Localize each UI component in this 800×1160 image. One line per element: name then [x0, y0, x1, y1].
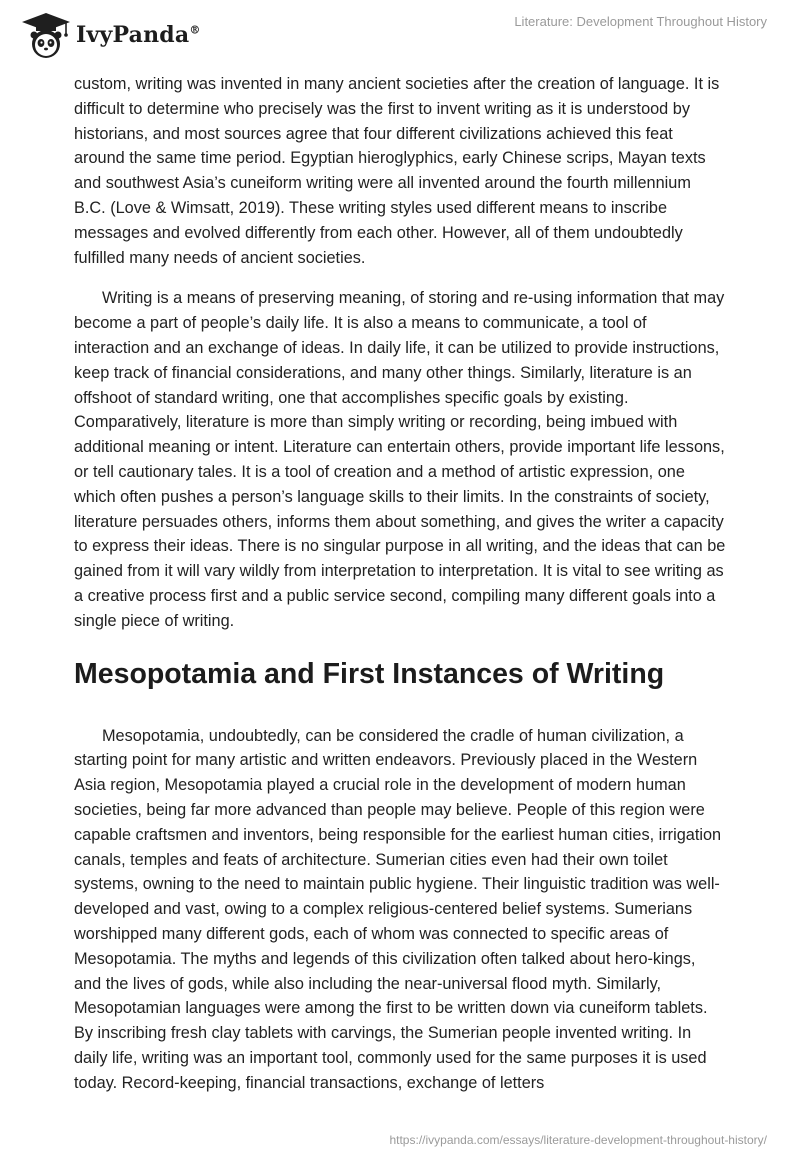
essay-body: [74, 72, 726, 1095]
page-header: [0, 0, 800, 70]
brand-name: IvyPanda®: [76, 22, 201, 48]
brand-logo[interactable]: [16, 10, 201, 60]
document-title: Literature: Development Throughout History: [514, 14, 767, 29]
panda-graduate-icon: [16, 10, 72, 60]
paragraph-continuation: custom, writing was invented in many ancient societies after the creation of language. It is difficult to determine who precisely was the first to invent writing as it is understood by historians, and most sources agree that four different civilizations achieved this feat around the same time period. Egyptian hieroglyphics, early Chinese scrips, Mayan texts and southwest Asia’s cuneiform writing were all invented around the fourth millennium B.C. (Love & Wimsatt, 2019). These writing styles used different means to inscribe messages and evolved differently from each other. However, all of them undoubtedly fulfilled many needs of ancient societies.: [74, 75, 720, 267]
paragraph-writing-meaning: Writing is a means of preserving meaning, of storing and re-using information that may become a part of people’s daily life. It is also a means to communicate, a tool of interaction and an exchange of ideas. In daily life, it can be utilized to provide instructions, keep track of financial considerations, and many other things. Similarly, literature is an offshoot of standard writing, one that accomplishes specific goals by existing. Comparatively, literature is more than simply writing or recording, being imbued with additional meaning or intent. Literature can entertain others, provide important life lessons, or tell cautionary tales. It is a tool of creation and a method of artistic expression, one which often pushes a person’s language skills to their limits. In the constraints of society, literature persuades others, informs them about something, and gives the writer a capacity to express their ideas. There is no singular purpose in all writing, and the ideas that can be gained from it will vary wildly from interpretation to interpretation. It is vital to see writing as a creative process first and a public service second, compiling many different goals into a single piece of writing.: [74, 289, 726, 630]
paragraph-mesopotamia: Mesopotamia, undoubtedly, can be considered the cradle of human civilization, a starting point for many artistic and written endeavors. Previously placed in the Western Asia region, Mesopotamia played a crucial role in the development of modern human societies, being far more advanced than people may believe. People of this region were capable craftsmen and inventors, being responsible for the earliest human cities, irrigation canals, temples and feats of architecture. Sumerian cities even had their own toilet systems, owning to the need to maintain public hygiene. Their linguistic tradition was well-developed and vast, owing to a complex religious-centered belief systems. Sumerians worshipped many different gods, each of whom was connected to specific areas of Mesopotamia. The myths and legends of this civilization often talked about hero-kings, and the lives of gods, while also including the near-universal flood myth. Similarly, Mesopotamian languages were among the first to be written down via cuneiform tablets. By inscribing fresh clay tablets with carvings, the Sumerian people invented writing. In daily life, writing was an important tool, commonly used for the same purposes it is used today. Record-keeping, financial transactions, exchange of letters: [74, 726, 722, 1092]
source-url[interactable]: https://ivypanda.com/essays/literature-development-throughout-history/: [389, 1133, 767, 1147]
section-heading: Mesopotamia and First Instances of Writing: [74, 657, 665, 690]
